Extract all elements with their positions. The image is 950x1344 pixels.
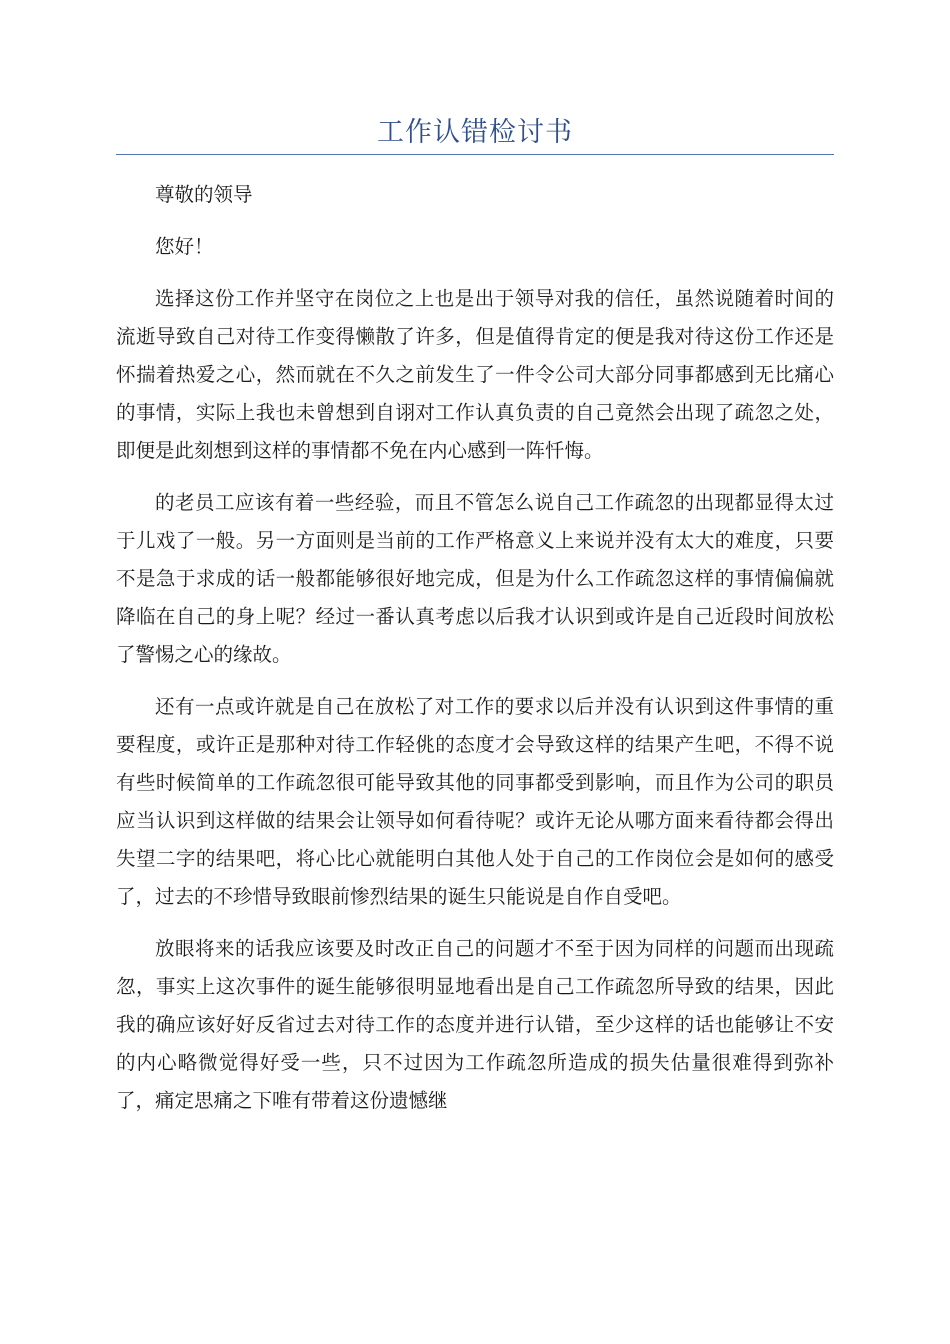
document-body bbox=[116, 176, 834, 1134]
paragraph-4: 放眼将来的话我应该要及时改正自己的问题才不至于因为同样的问题而出现疏忽，事实上这次事件的诞生能够很明显地看出是自己工作疏忽所导致的结果，因此我的确应该好好反省过去对待工作的态度并进行认错，至少这样的话也能够让不安的内心略微觉得好受一些，只不过因为工作疏忽所造成的损失估量很难得到弥补了，痛定思痛之下唯有带着这份遗憾继 bbox=[116, 937, 834, 1112]
document-title: 工作认错检讨书 bbox=[377, 117, 573, 148]
salutation: 尊敬的领导 bbox=[155, 183, 253, 206]
title-divider bbox=[116, 154, 834, 155]
paragraph-1: 选择这份工作并坚守在岗位之上也是出于领导对我的信任，虽然说随着时间的流逝导致自己对待工作变得懒散了许多，但是值得肯定的便是我对待这份工作还是怀揣着热爱之心，然而就在不久之前发生了一件令公司大部分同事都感到无比痛心的事情，实际上我也未曾想到自诩对工作认真负责的自己竟然会出现了疏忽之处，即便是此刻想到这样的事情都不免在内心感到一阵忏悔。 bbox=[116, 287, 834, 462]
greeting: 您好！ bbox=[155, 235, 214, 258]
paragraph-3: 还有一点或许就是自己在放松了对工作的要求以后并没有认识到这件事情的重要程度，或许正是那种对待工作轻佻的态度才会导致这样的结果产生吧，不得不说有些时候简单的工作疏忽很可能导致其他的同事都受到影响，而且作为公司的职员应当认识到这样做的结果会让领导如何看待呢？或许无论从哪方面来看待都会得出失望二字的结果吧，将心比心就能明白其他人处于自己的工作岗位会是如何的感受了，过去的不珍惜导致眼前惨烈结果的诞生只能说是自作自受吧。 bbox=[116, 695, 834, 908]
paragraph-2: 的老员工应该有着一些经验，而且不管怎么说自己工作疏忽的出现都显得太过于儿戏了一般。另一方面则是当前的工作严格意义上来说并没有太大的难度，只要不是急于求成的话一般都能够很好地完成，但是为什么工作疏忽这样的事情偏偏就降临在自己的身上呢？经过一番认真考虑以后我才认识到或许是自己近段时间放松了警惕之心的缘故。 bbox=[116, 491, 834, 666]
